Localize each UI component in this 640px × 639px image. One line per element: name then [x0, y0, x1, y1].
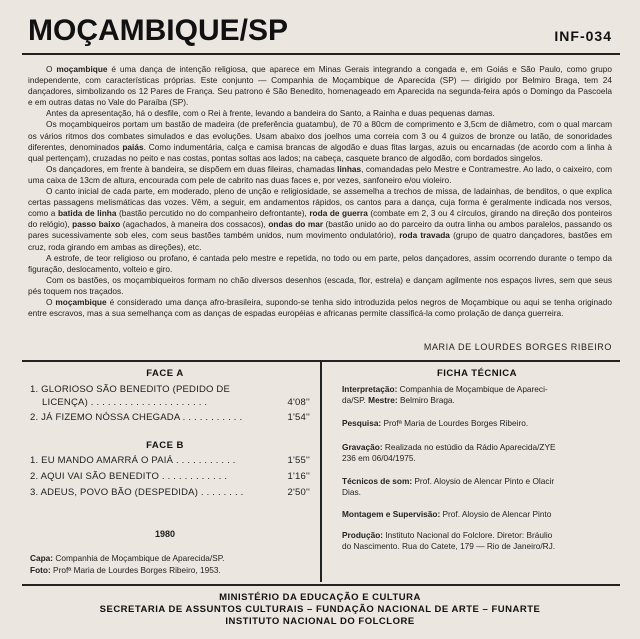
paragraph: O moçambique é uma dança de intenção religiosa, que aparece em Minas Gerais integrando a congada e, em Goiás e São Paulo, como grupo independente, com características próprias. Este conjunto — Companhia de Moçambique de Aparecida (SP) — dirigido por Belmiro Braga, tem 24 dançadores, simbolizando os 12 Pares de França. Seu patrono é São Benedito, homenageado em Aparecida na segunda-feira após o Domingo da Pascoela e em outras datas no Vale do Paraíba (SP). — [28, 64, 612, 108]
footer-institute: INSTITUTO NACIONAL DO FOLCLORE — [225, 616, 415, 627]
ficha-interpretacao: Interpretação: Companhia de Moçambique de Apareci- da/SP. Mestre: Belmiro Braga. — [342, 384, 548, 405]
track-duration: 1'16'' — [287, 471, 310, 482]
face-a-heading: FACE A — [146, 368, 184, 379]
paragraph: O canto inicial de cada parte, em moderado, pleno de unção e religiosidade, se assemelha a trechos de missa, de ladainhas, de benditos, o que explica certas passagens melismáticas das vozes. Vêm, a seguir, em andamentos rápidos, os cantos para a dança, cuja forma é geralmente indicada nos versos, como a batida de linha (bastão percutido no do companheiro defrontante), roda de guerra (combate em 2, 3 ou 4 círculos, girando na direção dos ponteiros do relógio), passo baixo (agachados, à maneira dos cossacos), ondas do mar (bastão unido ao do parceiro da outra linha ou ambos paralelos, passando os pares sucessivamente sob eles, com seus bastões também unidos, num movimento ondulatório), roda travada (grupo de quatro dançadores, bastões em cruz, roda girando em ambas as direções), etc. — [28, 186, 613, 252]
track-duration: 1'54'' — [287, 412, 310, 423]
paragraph: Antes da apresentação, há o desfile, com o Rei à frente, levando a bandeira do Santo, a Rainha e duas pequenas damas. — [46, 108, 495, 119]
track-item: 2. JÁ FIZEMO NÓSSA CHEGADA . . . . . . . . . . . 1'54'' — [30, 412, 310, 423]
bottom-divider — [22, 584, 620, 586]
ficha-heading: FICHA TÉCNICA — [436, 368, 518, 379]
footer-secretaria: SECRETARIA DE ASSUNTOS CULTURAIS – FUNDAÇÃO NACIONAL DE ARTE – FUNARTE — [99, 604, 541, 615]
track-duration: 4'08'' — [287, 397, 310, 408]
ficha-montagem: Montagem e Supervisão: Prof. Aloysio de Alencar Pinto — [342, 509, 552, 519]
release-year: 1980 — [154, 529, 176, 539]
ficha-pesquisa: Pesquisa: Profª Maria de Lourdes Borges Ribeiro. — [342, 418, 529, 428]
paragraph: O moçambique é considerado uma dança afro-brasileira, supondo-se tenha sido introduzida pelos negros de Moçambique ou aqui se tenha originado entre escravos, mas a sua semelhança com as danças de espadas européias e africanas permite classificá-la como prolação de dança guerreira. — [28, 296, 612, 319]
track-duration: 1'55'' — [287, 455, 310, 466]
ficha-gravacao: Gravação: Realizada no estúdio da Rádio Aparecida/ZYE 236 em 06/04/1975. — [342, 442, 556, 463]
author-signature: MARIA DE LOURDES BORGES RIBEIRO — [423, 342, 612, 352]
track-item: 2. AQUI VAI SÃO BENEDITO . . . . . . . . . . . . 1'16'' — [30, 471, 310, 482]
cover-credit: Capa: Companhia de Moçambique de Aparecida/SP. — [30, 553, 225, 563]
track-item: 3. ADEUS, POVO BÃO (DESPEDIDA) . . . . . . . . 2'50'' — [30, 487, 310, 498]
top-divider — [22, 53, 620, 55]
paragraph: Os moçambiqueiros portam um bastão de madeira (de preferência guatambu), de 70 a 80cm de comprimento e 3,5cm de diâmetro, com o qual marcam os vários ritmos dos combates simulados e das evoluções. Usam abaixo dos joelhos uma correia com 3 ou 4 guizos de bronze ou latão, de sonoridades diferentes, denominados paiás. Como indumentária, calça e camisa brancas de algodão e duas fitas largas, azuis ou encarnadas (de acordo com a linha à qual pertençam), cruzadas no peito e nas costas, pontas soltas aos lados; na cabeça, casquete branco de algodão, com bordados singelos. — [28, 119, 612, 163]
track-item: 1. GLORIOSO SÃO BENEDITO (PEDIDO DE LICENÇA) . . . . . . . . . . . . . . . . . . . . . 4'08'' — [30, 384, 310, 408]
footer-ministry: MINISTÉRIO DA EDUCAÇÃO E CULTURA — [219, 592, 421, 603]
column-divider — [320, 362, 322, 582]
ficha-tecnicos: Técnicos de som: Prof. Aloysio de Alencar Pinto e Olacir Dias. — [342, 476, 555, 497]
track-item: 1. EU MANDO AMARRÁ O PAIÁ . . . . . . . . . . . 1'55'' — [30, 455, 310, 466]
photo-credit: Foto: Profª Maria de Lourdes Borges Ribeiro, 1953. — [30, 565, 221, 575]
face-b-heading: FACE B — [146, 440, 184, 451]
paragraph: A estrofe, de teor religioso ou profano, é cantada pelo mestre e repetida, no todo ou em parte, pelos dançadores, assim ocorrendo durante o tempo da figuração, deslocamento, volteio e giro. — [28, 252, 612, 274]
ficha-producao: Produção: Instituto Nacional do Folclore. Diretor: Bráulio do Nascimento. Rua do Catete, 179 — Rio de Janeiro/RJ. — [342, 530, 556, 551]
paragraph: Com os bastões, os moçambiqueiros formam no chão diversos desenhos (escada, flor, estrela) e dançam agilmente nos espaços livres, sem que seus pés toquem nos traçados. — [28, 274, 612, 296]
liner-notes — [28, 64, 612, 319]
paragraph: Os dançadores, em frente à bandeira, se dispõem em duas fileiras, chamadas linhas, comandadas pelo Mestre e Contramestre. Ao lado, o caixeiro, com uma caixa de 13cm de altura, encourada com pele de cabrito nas duas faces e, por vezes, sanfoneiro e/ou violeiro. — [28, 163, 613, 185]
track-duration: 2'50'' — [287, 487, 310, 498]
catalog-code: INF-034 — [554, 28, 612, 44]
page-title: MOÇAMBIQUE/SP — [28, 14, 289, 47]
